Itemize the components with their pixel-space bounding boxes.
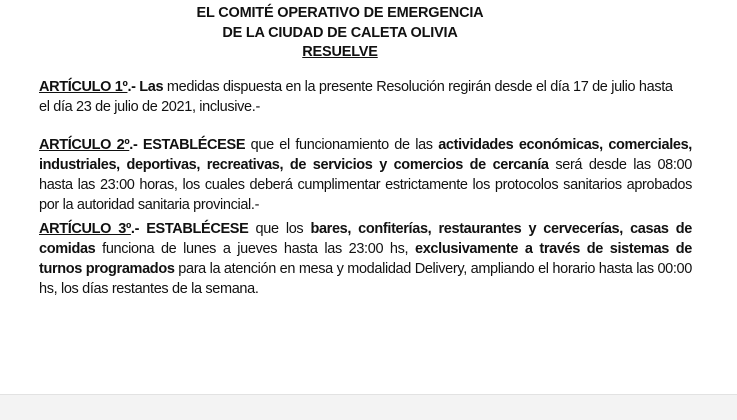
- article-text-bold: exclusivamente a través de sistemas de turnos programados: [39, 241, 692, 277]
- header-title-line1: EL COMITÉ OPERATIVO DE EMERGENCIA: [196, 5, 484, 21]
- article-label: ARTÍCULO 1º: [39, 79, 128, 95]
- page-bottom-edge: [0, 394, 737, 420]
- article-label: ARTÍCULO 2º: [39, 137, 130, 153]
- article-text: funciona de lunes a jueves hasta las 23:00 hs,: [95, 241, 415, 257]
- document-header: [0, 4, 680, 63]
- article-1: [39, 77, 679, 117]
- article-text: que el funcionamiento de las: [245, 137, 439, 153]
- header-title-line2: DE LA CIUDAD DE CALETA OLIVIA: [222, 24, 458, 41]
- article-text-bold: actividades económicas, comerciales, industriales, deportivas, recreativas, de servicios y comercios de cercanía: [39, 137, 692, 173]
- header-resuelve: RESUELVE: [302, 44, 378, 60]
- article-2: [39, 135, 692, 215]
- article-text-bold: .- Las: [127, 79, 164, 95]
- article-text: que los: [248, 221, 311, 237]
- article-text: para la atención en mesa y modalidad Delivery, ampliando el horario hasta las 00:00 hs, los días restantes de la semana.: [39, 261, 692, 297]
- article-text: será desde las 08:00 hasta las 23:00 horas, los cuales deberá cumplimentar estrictamente los protocolos sanitarios aprobados por la autoridad sanitaria provincial.-: [39, 157, 692, 213]
- article-3: [39, 219, 692, 299]
- article-label: ARTÍCULO 3º: [39, 221, 131, 237]
- article-text-bold: .- ESTABLÉCESE: [129, 137, 246, 153]
- article-text: medidas dispuesta en la presente Resolución regirán desde el día 17 de julio hasta el día 23 de julio de 2021, inclusive.-: [39, 79, 673, 115]
- article-text-bold: .- ESTABLÉCESE: [130, 221, 249, 237]
- article-text-bold: bares, confiterías, restaurantes y cervecerías, casas de comidas: [39, 221, 692, 257]
